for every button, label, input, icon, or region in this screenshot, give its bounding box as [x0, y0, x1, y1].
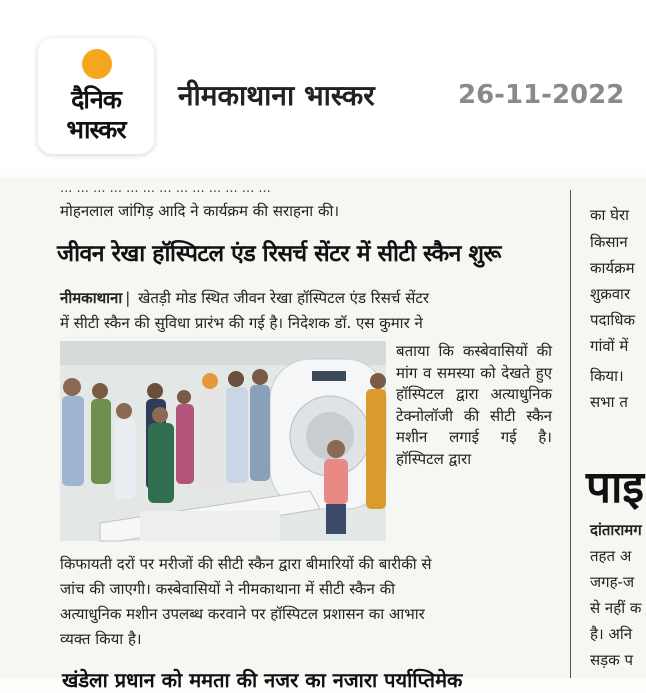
- article-lead-line2: में सीटी स्कैन की सुविधा प्रारंभ की गई है। निदेशक डॉ. एस कुमार ने: [60, 314, 423, 332]
- right-col-line: से नहीं क: [590, 599, 642, 617]
- ct-scanner-photo: [60, 341, 386, 541]
- right-col-line: तहत अ: [590, 547, 632, 565]
- column-divider: [570, 190, 571, 678]
- right-col-line: है। अनि: [590, 625, 633, 643]
- logo-line1: दैनिक: [71, 85, 121, 114]
- app-header: [0, 0, 646, 170]
- lead-text: खेतड़ी मोड स्थित जीवन रेखा हॉस्पिटल एंड रिसर्च सेंटर: [133, 289, 430, 307]
- right-col-heading: पाइ: [586, 462, 644, 513]
- dainik-bhaskar-logo[interactable]: [38, 38, 154, 154]
- edition-date: 26-11-2022: [458, 80, 625, 110]
- right-col-line: सभा त: [590, 393, 628, 411]
- article-headline: जीवन रेखा हॉस्पिटल एंड रिसर्च सेंटर में सीटी स्कैन शुरू: [57, 241, 501, 267]
- right-col-line: का घेरा: [590, 206, 630, 224]
- right-col-line: गांवों में: [590, 337, 629, 355]
- dateline: नीमकाथाना: [60, 289, 123, 307]
- previous-article-end: मोहनलाल जांगिड़ आदि ने कार्यक्रम की सराहना की।: [60, 202, 340, 220]
- article-tail-line4: व्यक्त किया है।: [60, 630, 142, 648]
- right-col-line: शुक्रवार: [590, 285, 631, 303]
- article-tail-line3: अत्याधुनिक मशीन उपलब्ध करवाने पर हॉस्पिटल प्रशासन का आभार: [60, 605, 425, 623]
- right-col-line: कार्यक्रम: [590, 259, 635, 277]
- right-col-line: किसान: [590, 233, 628, 251]
- article-tail-line2: जांच की जाएगी। कस्बेवासियों ने नीमकाथाना में सीटी स्कैन की: [60, 580, 396, 598]
- edition-title: नीमकाथाना भास्कर: [178, 79, 375, 112]
- right-col-line: सड़क प: [590, 651, 633, 669]
- right-col-line: दांतारामग: [590, 521, 642, 539]
- right-col-line: किया।: [590, 367, 624, 385]
- article-lead-line1: नीमकाथाना | खेतड़ी मोड स्थित जीवन रेखा हॉस्पिटल एंड रिसर्च सेंटर: [60, 289, 430, 307]
- article-tail-line1: किफायती दरों पर मरीजों की सीटी स्कैन द्वारा बीमारियों की बारीकी से: [60, 555, 432, 573]
- cut-off-text: ... ... ... ... ... ... ... ... ... ... ... ... ...: [60, 181, 271, 196]
- sun-icon: [82, 49, 112, 79]
- right-col-line: पदाधिक: [590, 311, 636, 329]
- article-body-narrow: बताया कि कस्बेवासियों की मांग व समस्या को देखते हुए हॉस्पिटल द्वारा अत्याधुनिक टेक्नोलॉजी की सीटी स्कैन मशीन लगाई गई है। हॉस्पिटल द्वारा: [396, 342, 552, 468]
- next-headline-cut: खंडेला प्रधान को ममता की नजर का नजारा पर्याप्तिमेक: [62, 668, 463, 692]
- right-col-line: जगह-ज: [590, 573, 635, 591]
- article-photo: [60, 341, 386, 541]
- logo-line2: भास्कर: [66, 115, 126, 144]
